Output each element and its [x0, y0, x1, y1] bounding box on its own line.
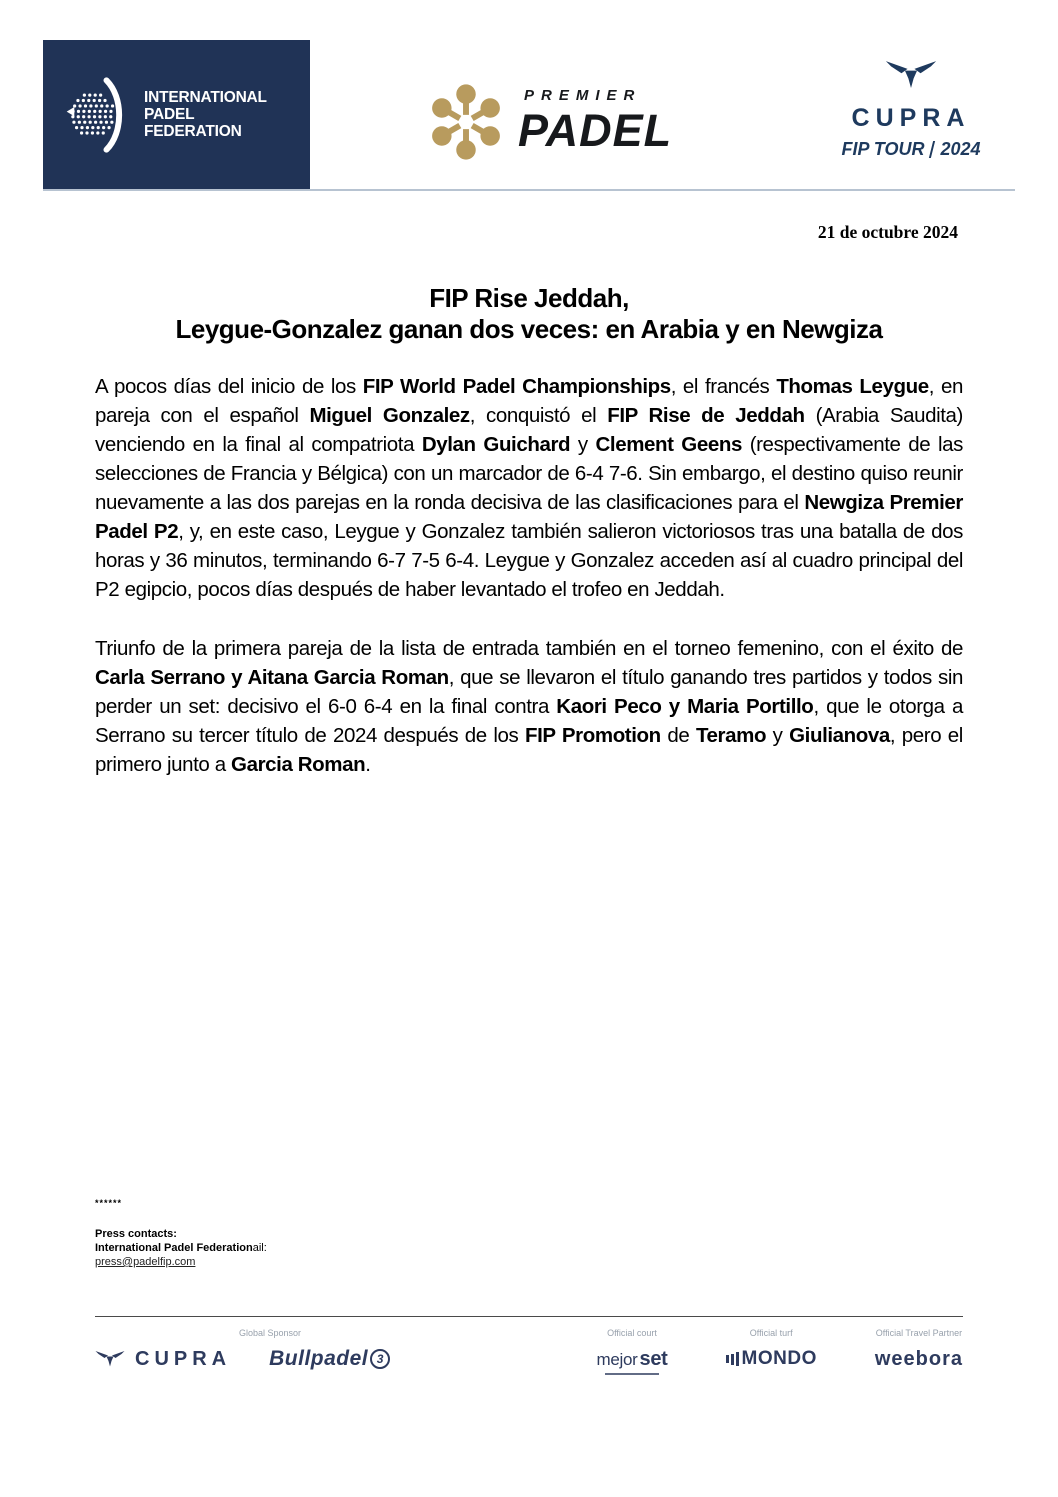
cupra-wordmark: CUPRA: [851, 104, 971, 132]
cupra-emblem-icon: [885, 58, 937, 92]
paragraph-1: A pocos días del inicio de los FIP World Padel Championships, el francés Thomas Leygue, en pareja con el español Miguel Gonzalez, conquistó el FIP Rise de Jeddah (Arabia Saudita) venciendo en la final al compatriota Dylan Guichard y Clement Geens (respectivamente de las selecciones de Francia y Bélgica) con un marcador de 6-4 7-6. Sin embargo, el destino quiso reunir nuevamente a las dos parejas en la ronda decisiva de las clasificaciones para el Newgiza Premier Padel P2, y, en este caso, Leygue y Gonzalez también salieron victoriosos tras una batalla de dos horas y 36 minutos, terminando 6-7 7-5 6-4. Leygue y Gonzalez acceden así al cuadro principal del P2 egipcio, pocos días después de haber levantado el trofeo en Jeddah.: [95, 375, 963, 601]
official-partners-group: [596, 1328, 963, 1375]
global-sponsor-label: Global Sponsor: [238, 1328, 302, 1338]
global-sponsor-group: [95, 1328, 445, 1371]
paragraph-2: Triunfo de la primera pareja de la lista de entrada también en el torneo femenino, con el éxito de Carla Serrano y Aitana Garcia Roman, que se llevaron el título ganando tres partidos y todos sin perder un set: decisivo el 6-0 6-4 en la final contra Kaori Peco y Maria Portillo, que le otorga a Serrano su tercer título de 2024 después de los FIP Promotion de Teramo y Giulianova, pero el primero junto a Garcia Roman.: [95, 637, 963, 776]
mejorset-word1: mejor: [596, 1350, 638, 1369]
official-court-label: Official court: [607, 1328, 657, 1338]
cupra-footer-wordmark: CUPRA: [135, 1347, 232, 1370]
cupra-fip-tour-logo: [833, 58, 989, 160]
official-travel-label: Official Travel Partner: [875, 1328, 963, 1338]
cupra-footer-logo: [95, 1348, 231, 1371]
mejorset-caption-bar: [605, 1373, 659, 1375]
header-banner: [43, 40, 1015, 191]
press-contacts-heading: Press contacts:: [95, 1228, 177, 1240]
bullpadel-logo: [269, 1347, 390, 1371]
article-title: [95, 283, 963, 345]
official-turf-column: [726, 1328, 817, 1375]
ipf-wordmark: [144, 89, 267, 140]
fip-tour-year: 2024: [940, 139, 981, 159]
ipf-line1: INTERNATIONAL: [144, 89, 267, 106]
article-body: [95, 372, 963, 779]
mejorset-word2: set: [639, 1348, 668, 1370]
mondo-wordmark: MONDO: [741, 1348, 817, 1369]
premier-padel-logo: [428, 84, 672, 160]
bullpadel-emblem-icon: 3: [370, 1349, 390, 1369]
document-date: 21 de octubre 2024: [817, 222, 958, 242]
sponsor-footer: [95, 1316, 963, 1375]
ipf-ball-icon: [65, 69, 131, 161]
press-org-rest: ail:: [252, 1242, 267, 1254]
separator-stars: ******: [95, 1198, 123, 1208]
title-line2: Leygue-Gonzalez ganan dos veces: en Arabia y en Newgiza: [175, 314, 883, 344]
ipf-logo: [43, 40, 310, 189]
press-email-link[interactable]: press@padelfip.com: [95, 1256, 196, 1268]
premier-padel-flower-icon: [428, 84, 504, 160]
divider-bar: [929, 141, 935, 158]
ipf-line2: PADEL: [144, 106, 195, 123]
padel-wordmark: PADEL: [518, 105, 673, 156]
press-contacts-block: [95, 1196, 515, 1269]
mondo-logo: [726, 1348, 817, 1370]
fip-tour-2024: [833, 139, 989, 160]
official-travel-column: [875, 1328, 963, 1375]
fip-tour-label: FIP TOUR: [841, 139, 925, 159]
bullpadel-wordmark: Bullpadel: [269, 1347, 369, 1370]
weebora-logo: weebora: [874, 1348, 963, 1370]
mejorset-logo: [596, 1348, 667, 1375]
ipf-line3: FEDERATION: [144, 123, 242, 140]
official-court-column: [596, 1328, 667, 1375]
mondo-bars-icon: [726, 1352, 739, 1366]
press-org-name: International Padel Federation: [95, 1242, 253, 1254]
press-org-line: [95, 1241, 515, 1255]
cupra-emblem-icon: [95, 1349, 125, 1369]
premier-label: PREMIER: [524, 87, 642, 104]
official-turf-label: Official turf: [749, 1328, 793, 1338]
title-line1: FIP Rise Jeddah,: [429, 283, 629, 313]
